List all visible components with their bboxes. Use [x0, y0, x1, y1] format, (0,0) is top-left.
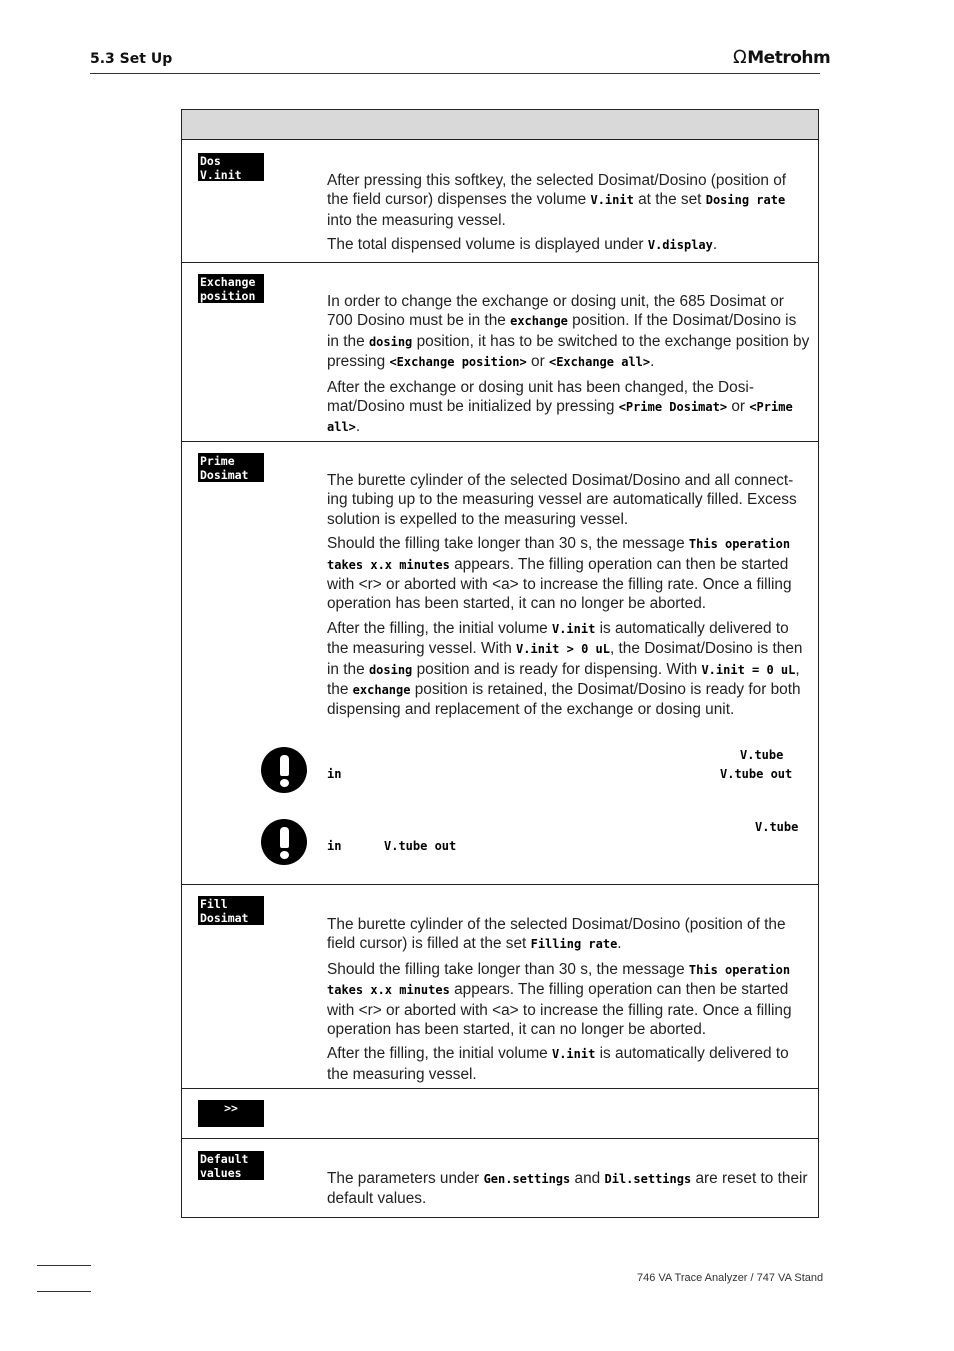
description-exchange-position — [327, 292, 811, 443]
footer-rule — [37, 1265, 91, 1266]
softkey-dos-vinit — [198, 153, 264, 181]
softkey-label-line1: Dos — [200, 154, 221, 168]
softkey-exchange-position — [198, 274, 264, 303]
footer-rule — [37, 1291, 91, 1292]
text-run: In order to change the exchange or dosing unit, the 685 Dosimat or 700 Dosino must be in the — [327, 293, 784, 330]
display-term: <Exchange position> — [389, 355, 527, 370]
text-run: After the exchange or dosing unit has been changed, the Dosi-mat/Dosino must be initialized by pressing — [327, 378, 754, 416]
softkey-more — [198, 1100, 264, 1127]
text-run: position is retained, the Dosimat/Dosino is ready for both dispensing and replacement of the exchange or dosing unit. — [327, 681, 801, 719]
note-term: in — [327, 767, 342, 781]
note-line — [327, 767, 797, 786]
table-header-band — [182, 110, 818, 140]
display-term: Dosing rate — [705, 193, 786, 208]
display-term: V.init > 0 uL — [516, 642, 610, 657]
softkey-label-line2: position — [200, 289, 256, 303]
softkey-label-line1: Prime — [200, 454, 235, 468]
text-run: The burette cylinder of the selected Dosimat/Dosino and all connect-ing tubing up to the measuring vessel are automatically filled. Excess solution is expelled to the measuring vessel. — [327, 472, 797, 528]
display-term: V.display — [647, 238, 713, 253]
paragraph — [327, 378, 811, 438]
text-run: , the — [327, 660, 800, 699]
text-run: After pressing this softkey, the selected Dosimat/Dosino (position of the field cursor) dispenses the volume — [327, 172, 787, 209]
paragraph — [327, 171, 811, 230]
softkey-fill-dosimat — [198, 896, 264, 925]
text-run: . — [617, 935, 622, 953]
display-term: V.init — [551, 1047, 596, 1062]
text-run: Should the filling take longer than 30 s, the message — [327, 960, 689, 978]
note-term: in — [327, 839, 342, 853]
note-term: V.tube — [740, 748, 784, 762]
note-term: V.tube out — [720, 767, 793, 781]
softkey-label-line2: values — [200, 1166, 242, 1180]
text-run: The total dispensed volume is displayed under — [327, 236, 648, 254]
note-term: V.tube — [755, 820, 799, 834]
warning-exclamation-icon — [261, 819, 307, 865]
softkey-label-line2: Dosimat — [200, 468, 249, 482]
display-term: <Prime Dosimat> — [618, 400, 728, 415]
text-run: is automatically delivered to the measuring vessel. With — [327, 619, 789, 658]
paragraph — [327, 534, 811, 614]
text-run: After the filling, the initial volume — [327, 619, 552, 637]
section-heading: 5.3 Set Up — [90, 51, 173, 67]
omega-logo-icon: Ω — [733, 47, 747, 68]
description-default-values — [327, 1169, 811, 1214]
text-run: into the measuring vessel. — [327, 211, 506, 229]
softkey-label-line1: >> — [224, 1101, 238, 1115]
text-run: position and is ready for dispensing. With — [412, 660, 702, 678]
text-run: and — [570, 1170, 605, 1187]
text-run: The burette cylinder of the selected Dosimat/Dosino (position of the field cursor) is filled at the set — [327, 916, 786, 953]
paragraph — [327, 960, 811, 1040]
note-line — [327, 748, 797, 767]
display-term: V.init — [551, 621, 596, 636]
softkey-prime-dosimat — [198, 453, 264, 482]
paragraph — [327, 235, 811, 255]
brand-name: Metrohm — [747, 48, 831, 68]
row-divider — [182, 884, 818, 885]
text-run: , the Dosimat/Dosino is then in the — [327, 640, 803, 678]
header-rule — [90, 73, 820, 74]
description-dos-vinit — [327, 171, 811, 261]
softkey-label-line1: Fill — [200, 897, 228, 911]
display-term: This operation takes x.x minutes — [327, 537, 791, 572]
text-run: or — [727, 398, 750, 416]
display-term: Filling rate — [530, 937, 618, 952]
paragraph — [327, 1169, 811, 1209]
display-term: exchange — [352, 683, 411, 698]
softkey-label-line1: Default — [200, 1152, 249, 1166]
text-run: position, it has to be switched to the exchange position by pressing — [327, 332, 810, 371]
text-run: position. If the Dosimat/Dosino is in the — [327, 312, 797, 350]
display-term: dosing — [368, 662, 413, 677]
note-line — [327, 839, 797, 858]
display-term: Dil.settings — [604, 1172, 692, 1186]
display-term: <Exchange all> — [548, 355, 651, 370]
display-term: V.init = 0 uL — [701, 662, 796, 677]
text-run: at the set — [633, 191, 706, 209]
display-term: dosing — [368, 334, 413, 349]
paragraph — [327, 619, 811, 720]
text-run: appears. The filling operation can then be started with <r> or aborted with <a> to increase the filling rate. Once a filling operation has been started, it can no longer be aborted. — [327, 555, 792, 613]
warning-exclamation-icon — [261, 747, 307, 793]
text-run: . — [355, 418, 361, 436]
text-run: Should the filling take longer than 30 s, the message — [327, 535, 689, 553]
text-run: After the filling, the initial volume — [327, 1045, 552, 1063]
paragraph — [327, 471, 811, 529]
paragraph — [327, 915, 811, 955]
text-run: is automatically delivered to the measuring vessel. — [327, 1045, 789, 1083]
text-run: . — [650, 353, 655, 371]
text-run: are reset to their default values. — [327, 1170, 808, 1208]
note-line — [327, 820, 797, 839]
note-term: V.tube out — [384, 839, 457, 853]
brand-logo — [733, 47, 830, 68]
display-term: exchange — [510, 314, 568, 329]
display-term: <Prime all> — [327, 400, 793, 435]
description-fill-dosimat — [327, 915, 811, 1089]
text-run: The parameters under — [327, 1170, 484, 1187]
row-divider — [182, 1138, 818, 1139]
text-run: . — [712, 236, 718, 254]
text-run: appears. The filling operation can then be started with <r> or aborted with <a> to increase the filling rate. Once a filling operation has been started, it can no longer be aborted. — [327, 981, 792, 1039]
softkey-default-values — [198, 1151, 264, 1180]
softkey-label-line1: Exchange — [200, 275, 256, 289]
display-term: This operation takes x.x minutes — [327, 962, 791, 998]
paragraph — [327, 292, 811, 373]
row-divider — [182, 262, 818, 263]
display-term: Gen.settings — [483, 1172, 571, 1186]
paragraph — [327, 1044, 811, 1084]
footer-text: 746 VA Trace Analyzer / 747 VA Stand — [637, 1272, 824, 1284]
text-run: or — [526, 353, 549, 371]
display-term: V.init — [590, 193, 634, 208]
description-prime-dosimat — [327, 471, 811, 725]
softkey-label-line2: V.init — [200, 168, 242, 182]
softkey-label-line2: Dosimat — [200, 911, 249, 925]
